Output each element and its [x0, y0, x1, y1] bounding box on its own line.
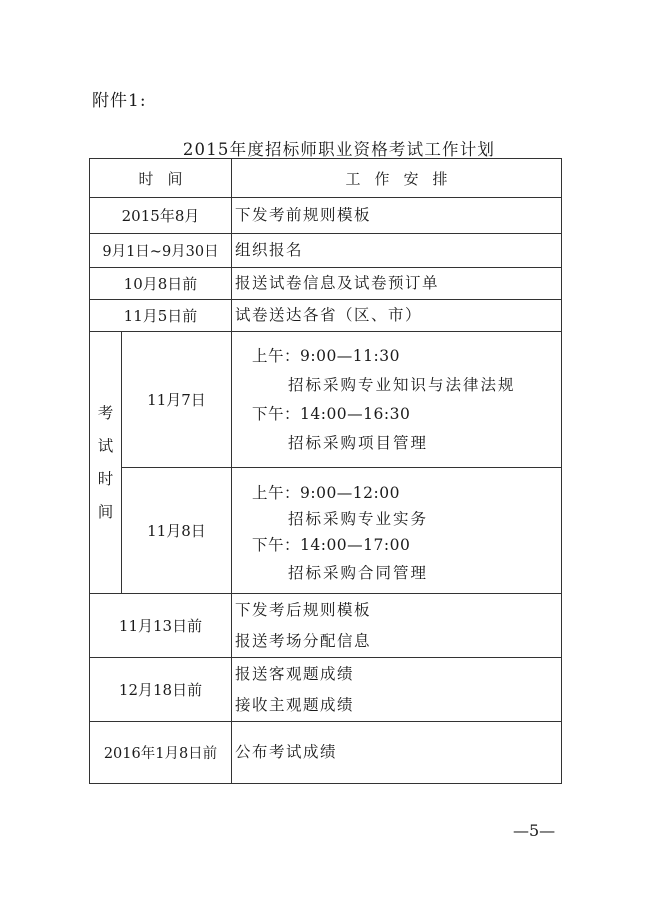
exam-days — [122, 332, 561, 593]
session-subject: 招标采购专业知识与法律法规 — [288, 375, 516, 394]
row-work — [232, 722, 561, 783]
table-row — [90, 593, 561, 657]
session-subject: 招标采购合同管理 — [288, 563, 429, 582]
row-time: 9月1日~9月30日 — [90, 234, 232, 267]
exam-label-char: 考 — [97, 403, 114, 422]
work-item: 下发考前规则模板 — [235, 206, 372, 224]
page-number: —5— — [513, 821, 556, 840]
session-time: 下午：14:00—16:30 — [252, 404, 411, 423]
exam-label-char: 试 — [97, 436, 114, 455]
exam-day-row — [122, 467, 561, 593]
work-item: 报送试卷信息及试卷预订单 — [235, 274, 440, 292]
table-row — [90, 267, 561, 299]
row-time: 10月8日前 — [90, 268, 232, 299]
row-work — [232, 234, 561, 267]
table-header-row — [90, 159, 561, 197]
exam-date: 11月7日 — [122, 332, 232, 467]
exam-day-row — [122, 332, 561, 467]
work-item: 下发考后规则模板 — [235, 600, 372, 619]
table-row — [90, 657, 561, 721]
work-item: 报送客观题成绩 — [235, 664, 355, 683]
exam-label-char: 间 — [97, 502, 114, 521]
row-work — [232, 594, 561, 657]
session-subject: 招标采购专业实务 — [288, 509, 429, 528]
exam-time-label — [90, 332, 122, 593]
work-item: 报送考场分配信息 — [235, 631, 372, 650]
session-time: 上午：9:00—12:00 — [252, 483, 400, 502]
exam-sessions — [232, 332, 561, 467]
table-row — [90, 233, 561, 267]
document-title: 2015年度招标师职业资格考试工作计划 — [182, 140, 496, 159]
table-row — [90, 721, 561, 783]
header-work: 工作安排 — [345, 169, 462, 188]
row-work — [232, 300, 561, 331]
attachment-label: 附件1: — [92, 91, 147, 111]
row-time: 12月18日前 — [90, 658, 232, 721]
session-subject: 招标采购项目管理 — [288, 433, 429, 452]
row-time: 11月5日前 — [90, 300, 232, 331]
row-work — [232, 658, 561, 721]
session-time: 上午：9:00—11:30 — [252, 346, 400, 365]
work-item: 公布考试成绩 — [235, 743, 338, 761]
row-time: 11月13日前 — [90, 594, 232, 657]
exam-label-char: 时 — [97, 469, 114, 488]
row-time: 2016年1月8日前 — [90, 722, 232, 783]
session-time: 下午：14:00—17:00 — [252, 535, 411, 554]
work-plan-table — [89, 158, 562, 784]
table-row — [90, 197, 561, 233]
row-time: 2015年8月 — [90, 198, 232, 233]
row-work — [232, 268, 561, 299]
work-item: 组织报名 — [235, 241, 304, 259]
table-row — [90, 299, 561, 331]
exam-sessions — [232, 468, 561, 593]
exam-date: 11月8日 — [122, 468, 232, 593]
row-work — [232, 198, 561, 233]
header-time: 时间 — [90, 159, 232, 197]
work-item: 接收主观题成绩 — [235, 695, 355, 714]
exam-time-group — [90, 331, 561, 593]
work-item: 试卷送达各省（区、市） — [235, 306, 423, 324]
